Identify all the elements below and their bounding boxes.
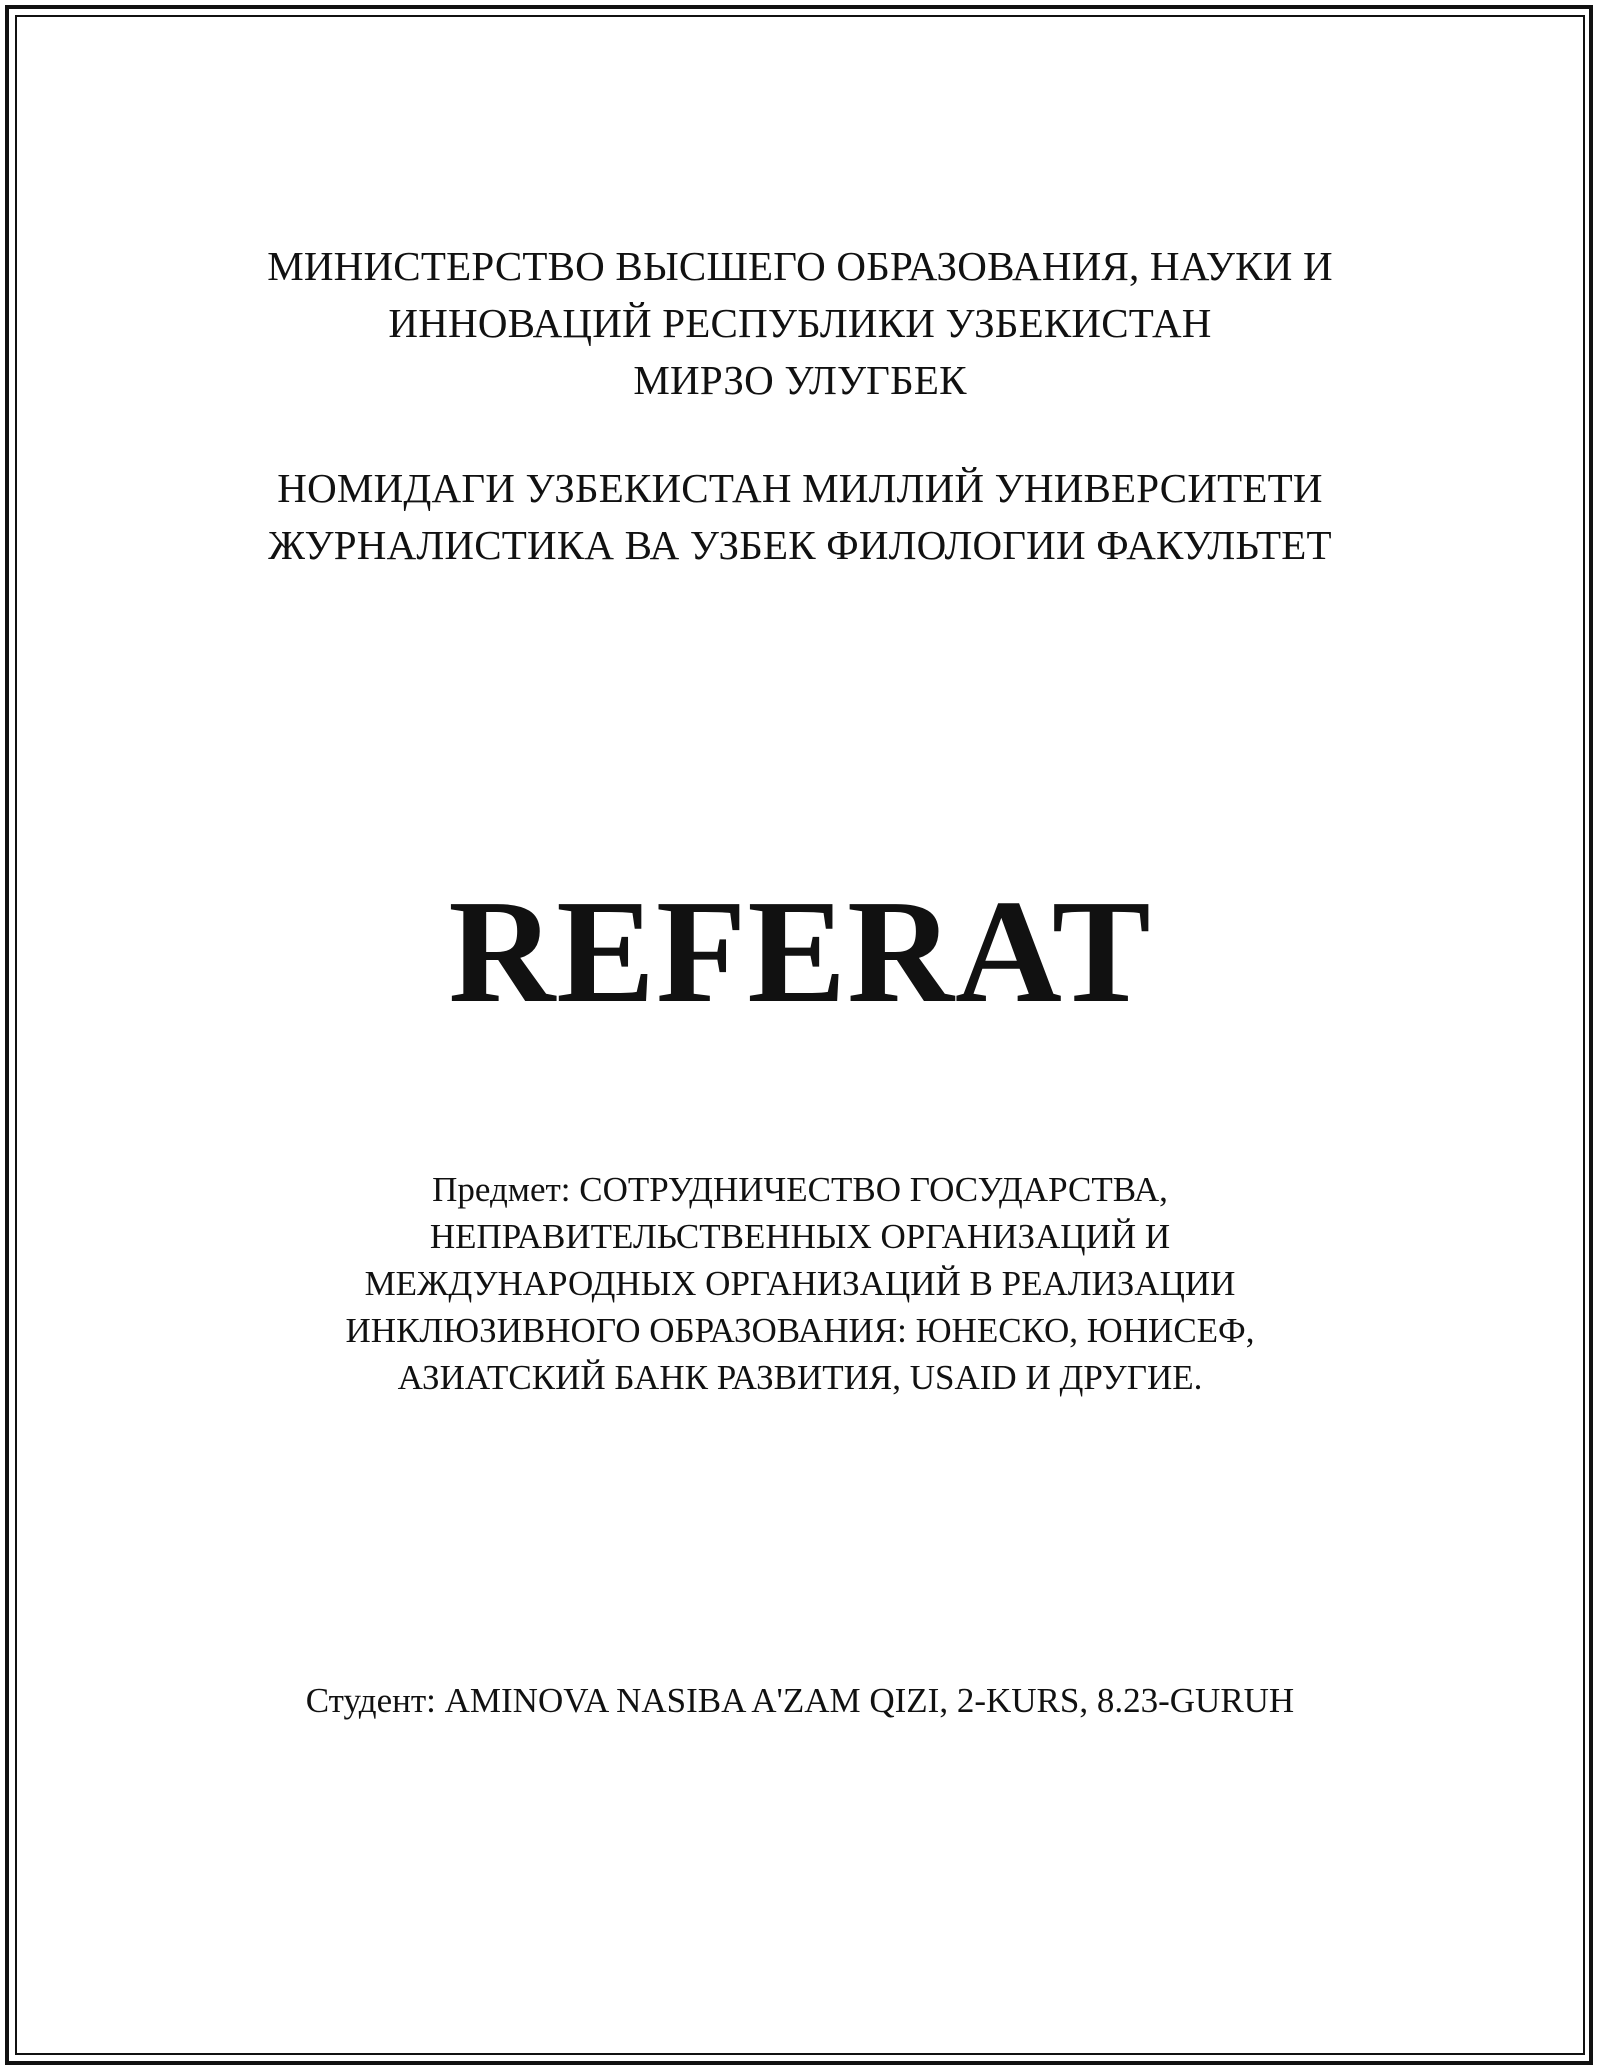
subject-text-1: СОТРУДНИЧЕСТВО ГОСУДАРСТВА, (579, 1170, 1168, 1209)
university-header (0, 465, 1600, 582)
subject-line-4: ИНКЛЮЗИВНОГО ОБРАЗОВАНИЯ: ЮНЕСКО, ЮНИСЕФ, (345, 1311, 1255, 1350)
ministry-line-2: ИННОВАЦИЙ РЕСПУБЛИКИ УЗБЕКИСТАН (388, 300, 1212, 346)
subject-line-2: НЕПРАВИТЕЛЬСТВЕННЫХ ОРГАНИЗАЦИЙ И (429, 1217, 1171, 1256)
subject-block (300, 1166, 1300, 1401)
subject-line-3: МЕЖДУНАРОДНЫХ ОРГАНИЗАЦИЙ В РЕАЛИЗАЦИИ (364, 1264, 1236, 1303)
subject-label: Предмет: (432, 1170, 571, 1209)
university-line-1: НОМИДАГИ УЗБЕКИСТАН МИЛЛИЙ УНИВЕРСИТЕТИ (277, 465, 1323, 511)
faculty-line: ЖУРНАЛИСТИКА ВА УЗБЕК ФИЛОЛОГИИ ФАКУЛЬТЕТ (268, 522, 1332, 568)
ministry-line-1: МИНИСТЕРСТВО ВЫСШЕГО ОБРАЗОВАНИЯ, НАУКИ И (267, 243, 1333, 289)
document-title: REFERAT (448, 870, 1152, 1034)
subject-line-5: АЗИАТСКИЙ БАНК РАЗВИТИЯ, USAID И ДРУГИЕ. (397, 1358, 1203, 1397)
student-label: Студент: (305, 1681, 436, 1720)
subject-line-1 (300, 1166, 1300, 1213)
student-line (0, 1683, 1600, 1718)
ministry-header (0, 243, 1600, 417)
ministry-line-3: МИРЗО УЛУГБЕК (633, 357, 967, 403)
student-name: AMINOVA NASIBA A'ZAM QIZI, 2-KURS, 8.23-GURUH (444, 1681, 1295, 1720)
